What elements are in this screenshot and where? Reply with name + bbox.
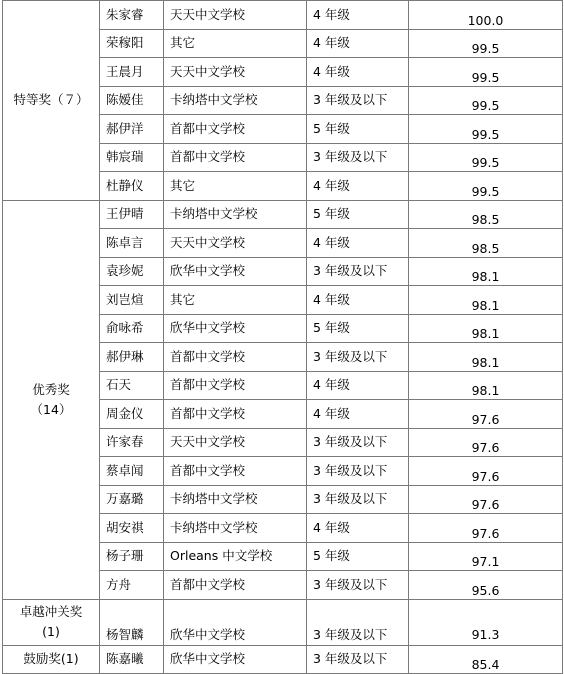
student-name: 万嘉璐 (100, 485, 164, 514)
score-value: 97.6 (409, 428, 563, 457)
student-name: 陈嘉曦 (100, 645, 164, 674)
category-label: 优秀奖 (32, 381, 70, 397)
school-name: 首都中文学校 (164, 457, 307, 486)
grade-level: 3 年级及以下 (307, 571, 409, 600)
score-value: 97.6 (409, 485, 563, 514)
score-value: 97.6 (409, 514, 563, 543)
grade-level: 4 年级 (307, 29, 409, 58)
category-label: 鼓励奖(1) (23, 651, 79, 667)
category-cell-special (3, 1, 100, 201)
score-value: 99.5 (409, 58, 563, 87)
score-value: 100.0 (409, 1, 563, 30)
school-name: Orleans 中文学校 (164, 542, 307, 571)
school-name: 首都中文学校 (164, 343, 307, 372)
student-name: 刘岂煊 (100, 286, 164, 315)
grade-level: 4 年级 (307, 371, 409, 400)
school-name: 天天中文学校 (164, 58, 307, 87)
student-name: 郝伊琳 (100, 343, 164, 372)
grade-level: 4 年级 (307, 514, 409, 543)
grade-level: 3 年级及以下 (307, 343, 409, 372)
student-name: 俞咏希 (100, 314, 164, 343)
score-value: 95.6 (409, 571, 563, 600)
school-name: 首都中文学校 (164, 371, 307, 400)
score-value: 98.1 (409, 314, 563, 343)
student-name: 杜静仪 (100, 172, 164, 201)
school-name: 欣华中文学校 (164, 314, 307, 343)
table-row (3, 599, 563, 645)
table-row (3, 1, 563, 30)
award-results-table (2, 0, 563, 674)
grade-level: 3 年级及以下 (307, 428, 409, 457)
grade-level: 3 年级及以下 (307, 457, 409, 486)
school-name: 其它 (164, 29, 307, 58)
student-name: 许家春 (100, 428, 164, 457)
grade-level: 3 年级及以下 (307, 143, 409, 172)
grade-level: 4 年级 (307, 229, 409, 258)
school-name: 卡纳塔中文学校 (164, 485, 307, 514)
score-value: 99.5 (409, 86, 563, 115)
school-name: 天天中文学校 (164, 1, 307, 30)
student-name: 韩宸瑞 (100, 143, 164, 172)
student-name: 王伊晴 (100, 200, 164, 229)
student-name: 王晨月 (100, 58, 164, 87)
grade-level: 4 年级 (307, 286, 409, 315)
grade-level: 4 年级 (307, 172, 409, 201)
score-value: 97.1 (409, 542, 563, 571)
category-label: 卓越冲关奖 (19, 604, 83, 619)
student-name: 蔡卓闻 (100, 457, 164, 486)
grade-level: 5 年级 (307, 542, 409, 571)
score-value: 99.5 (409, 29, 563, 58)
score-value: 98.1 (409, 286, 563, 315)
school-name: 天天中文学校 (164, 428, 307, 457)
student-name: 朱家睿 (100, 1, 164, 30)
student-name: 陈嫒佳 (100, 86, 164, 115)
category-label: 特等奖（７） (13, 92, 89, 108)
grade-level: 4 年级 (307, 1, 409, 30)
score-value: 98.1 (409, 371, 563, 400)
school-name: 首都中文学校 (164, 400, 307, 429)
score-value: 99.5 (409, 172, 563, 201)
score-value: 98.1 (409, 343, 563, 372)
score-value: 91.3 (409, 599, 563, 645)
student-name: 杨子珊 (100, 542, 164, 571)
grade-level: 3 年级及以下 (307, 86, 409, 115)
table-row (3, 645, 563, 674)
category-cell-excellent (3, 200, 100, 599)
score-value: 98.5 (409, 229, 563, 258)
score-value: 98.1 (409, 257, 563, 286)
student-name: 周金仪 (100, 400, 164, 429)
grade-level: 5 年级 (307, 200, 409, 229)
student-name: 石天 (100, 371, 164, 400)
school-name: 首都中文学校 (164, 571, 307, 600)
score-value: 98.5 (409, 200, 563, 229)
grade-level: 5 年级 (307, 115, 409, 144)
score-value: 97.6 (409, 457, 563, 486)
student-name: 陈卓言 (100, 229, 164, 258)
category-cell-breakthrough (3, 599, 100, 645)
school-name: 欣华中文学校 (164, 599, 307, 645)
grade-level: 4 年级 (307, 400, 409, 429)
student-name: 方舟 (100, 571, 164, 600)
school-name: 卡纳塔中文学校 (164, 86, 307, 115)
grade-level: 3 年级及以下 (307, 485, 409, 514)
score-value: 99.5 (409, 115, 563, 144)
school-name: 卡纳塔中文学校 (164, 200, 307, 229)
school-name: 首都中文学校 (164, 143, 307, 172)
school-name: 欣华中文学校 (164, 645, 307, 674)
student-name: 荣稼阳 (100, 29, 164, 58)
student-name: 郝伊洋 (100, 115, 164, 144)
school-name: 欣华中文学校 (164, 257, 307, 286)
student-name: 胡安祺 (100, 514, 164, 543)
grade-level: 4 年级 (307, 58, 409, 87)
score-value: 99.5 (409, 143, 563, 172)
school-name: 卡纳塔中文学校 (164, 514, 307, 543)
school-name: 天天中文学校 (164, 229, 307, 258)
student-name: 杨智麟 (100, 599, 164, 645)
grade-level: 3 年级及以下 (307, 645, 409, 674)
student-name: 袁珍妮 (100, 257, 164, 286)
category-count: (1) (42, 624, 60, 639)
category-count: （14） (30, 401, 72, 417)
school-name: 其它 (164, 286, 307, 315)
score-value: 85.4 (409, 645, 563, 674)
table-row (3, 200, 563, 229)
category-cell-encouragement (3, 645, 100, 674)
grade-level: 3 年级及以下 (307, 599, 409, 645)
score-value: 97.6 (409, 400, 563, 429)
school-name: 首都中文学校 (164, 115, 307, 144)
grade-level: 5 年级 (307, 314, 409, 343)
school-name: 其它 (164, 172, 307, 201)
grade-level: 3 年级及以下 (307, 257, 409, 286)
